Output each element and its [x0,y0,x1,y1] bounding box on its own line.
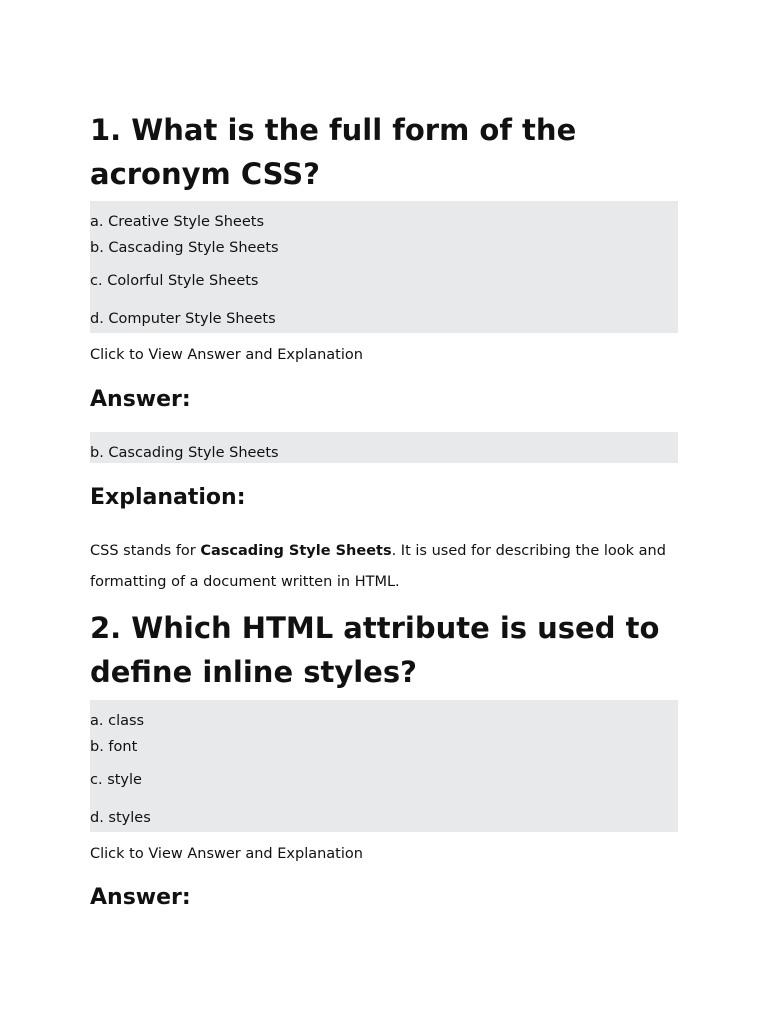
question-1-explanation-heading: Explanation: [90,485,246,510]
question-1-reveal-link[interactable]: Click to View Answer and Explanation [90,347,363,363]
question-2-reveal-link[interactable]: Click to View Answer and Explanation [90,846,363,862]
explanation-suffix: . It is used for describing the look and formatting of a document written in HTML. [90,543,666,590]
question-1-options [90,201,678,333]
question-1-explanation [90,536,678,598]
question-1-option-d[interactable]: d. Computer Style Sheets [90,311,276,327]
explanation-prefix: CSS stands for [90,543,201,559]
question-2-option-a[interactable]: a. class [90,713,145,729]
explanation-bold-term: Cascading Style Sheets [200,543,392,559]
question-2-title: 2. Which HTML attribute is used to define inline styles? [90,611,660,689]
question-2-option-b[interactable]: b. font [90,739,138,755]
question-1-option-b[interactable]: b. Cascading Style Sheets [90,240,279,256]
question-1-answer-box: b. Cascading Style Sheets [90,432,678,463]
question-2-options [90,700,678,832]
question-1-option-a[interactable]: a. Creative Style Sheets [90,214,265,230]
question-1-answer-heading: Answer: [90,387,191,412]
question-2-option-c[interactable]: c. style [90,772,142,788]
question-1-title: 1. What is the full form of the acronym CSS? [90,113,577,191]
question-1-option-c[interactable]: c. Colorful Style Sheets [90,273,259,289]
question-2-option-d[interactable]: d. styles [90,810,151,826]
question-2-answer-heading: Answer: [90,885,191,910]
